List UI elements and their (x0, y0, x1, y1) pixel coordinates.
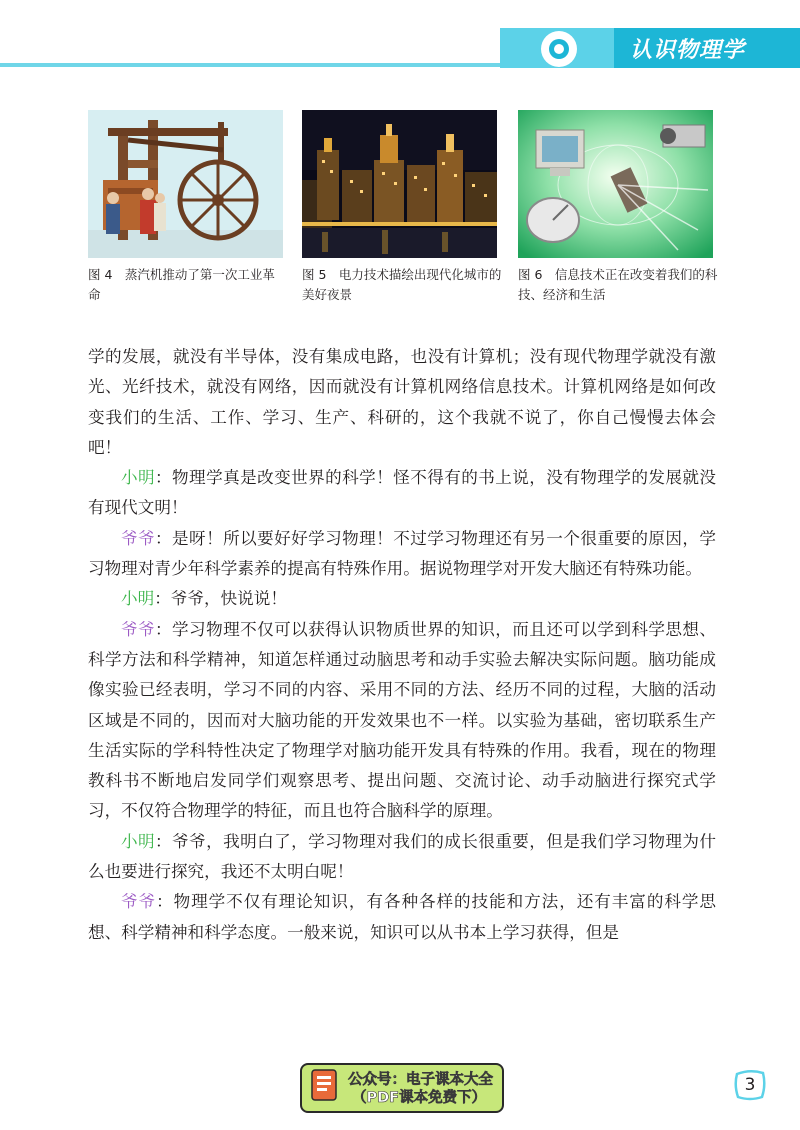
figure-6-caption: 图 6 信息技术正在改变着我们的科技、经济和生活 (518, 267, 718, 302)
paragraph-2 (88, 524, 716, 585)
paragraph-text: ：爷爷，快说说！ (154, 589, 287, 609)
figure-city-night (302, 110, 497, 258)
footer-line-1: 公众号：电子课本大全 (348, 1072, 493, 1088)
paragraph-text: 学的发展，就没有半导体，没有集成电路，也没有计算机；没有现代物理学就没有激光、光纤技术，就没有网络，因而就没有计算机网络信息技术。计算机网络是如何改变我们的生活、工作、学习、生产、科研的，这个我就不说了，你自己慢慢去体会吧！ (88, 347, 716, 457)
figure-information-technology (518, 110, 713, 258)
chapter-title: 认识物理学 (630, 37, 746, 63)
paragraph-text: ：物理学真是改变世界的科学！怪不得有的书上说，没有物理学的发展就没有现代文明！ (88, 468, 717, 518)
paragraph-4 (88, 615, 716, 827)
speaker-grandpa: 爷爷 (121, 619, 156, 639)
figure-4-caption: 图 4 蒸汽机推动了第一次工业革命 (88, 267, 275, 302)
paragraph-5 (88, 827, 716, 888)
header-circle-core (554, 44, 564, 54)
speaker-xiaoming: 小明 (121, 468, 156, 488)
footer-line-2: （PDF课本免费下） (352, 1090, 487, 1106)
paragraph-text: ：是呀！所以要好好学习物理！不过学习物理还有另一个很重要的原因，学习物理对青少年科学素养的提高有特殊作用。据说物理学对开发大脑还有特殊功能。 (88, 528, 717, 579)
page-number: 3 (744, 1075, 756, 1095)
paragraph-1 (88, 463, 716, 524)
paragraph-text: ：学习物理不仅可以获得认识物质世界的知识，而且还可以学到科学思想、科学方法和科学精神，知道怎样通过动脑思考和动手实验去解决实际问题。脑功能成像实验已经表明，学习不同的内容、采用不同的方法、经历不同的过程，大脑的活动区域是不同的，因而对大脑功能的开发效果也不一样。以实验为基础，密切联系生产生活实际的学科特性决定了物理学对脑功能开发具有特殊的作用。我看，现在的物理教科书不断地启发同学们观察思考、提出问题、交流讨论、动手动脑进行探究式学习，不仅符合物理学的特征，而且也符合脑科学的原理。 (88, 619, 717, 821)
dialogue-body (88, 342, 716, 948)
figure-5-caption: 图 5 电力技术描绘出现代化城市的美好夜景 (302, 267, 502, 302)
figure-steam-engine (88, 110, 283, 258)
speaker-xiaoming: 小明 (121, 589, 155, 609)
paragraph-6 (88, 887, 716, 948)
speaker-grandpa: 爷爷 (121, 528, 156, 548)
paragraph-3 (88, 584, 716, 614)
speaker-grandpa: 爷爷 (121, 892, 157, 912)
book-icon (310, 1068, 340, 1104)
paragraph-text: ：物理学不仅有理论知识，有各种各样的技能和方法，还有丰富的科学思想、科学精神和科学态度。一般来说，知识可以从书本上学习获得，但是 (88, 892, 717, 942)
speaker-xiaoming: 小明 (121, 831, 156, 851)
paragraph-0 (88, 342, 716, 463)
paragraph-text: ：爷爷，我明白了，学习物理对我们的成长很重要，但是我们学习物理为什么也要进行探究，我还不太明白呢！ (88, 831, 717, 882)
header-rule (0, 63, 560, 67)
